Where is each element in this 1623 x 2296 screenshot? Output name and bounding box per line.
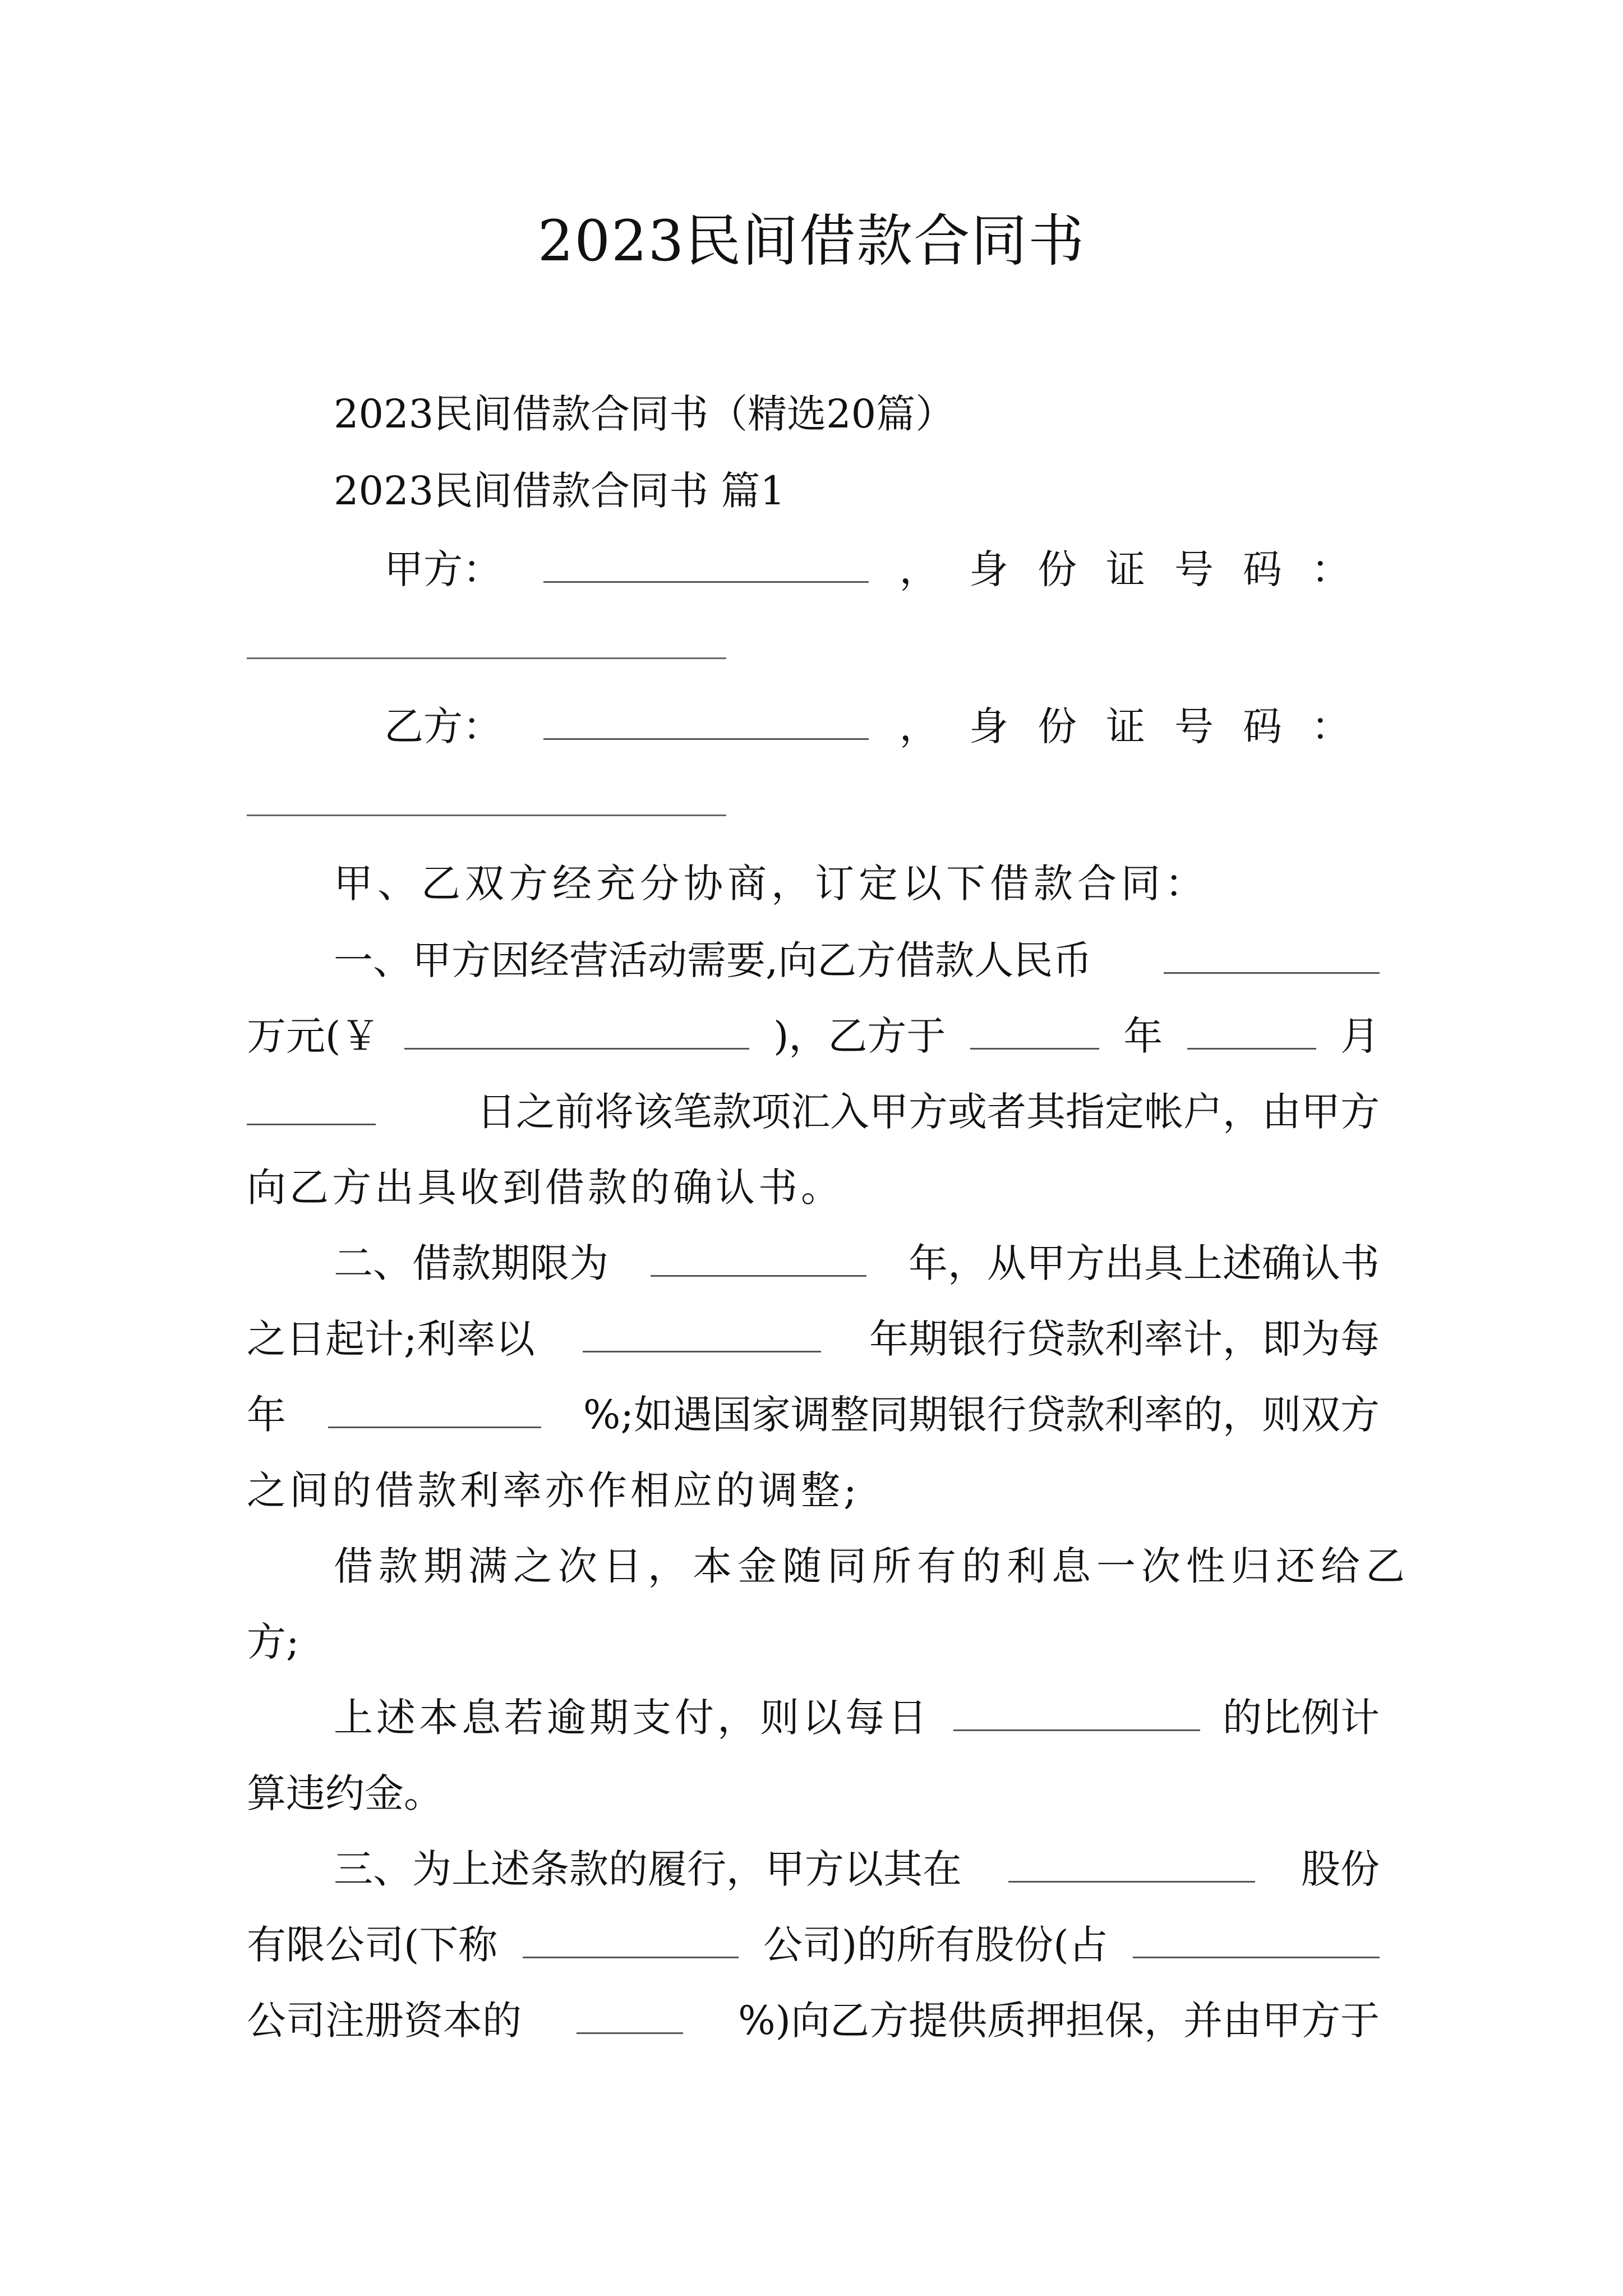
company-shares-text: 公司)的所有股份(占 [763, 1922, 1108, 1968]
clause-1-line-2 [247, 1008, 1380, 1064]
term-text: 二、借款期限为 [334, 1240, 608, 1286]
year-text: 年 [1123, 1013, 1163, 1059]
term-years-blank [651, 1238, 866, 1277]
party-b-id-blank [247, 815, 726, 816]
term-text-2: 年，从甲方出具上述确认书 [909, 1240, 1380, 1286]
rate-adjust-text: %;如遇国家调整同期银行贷款利率的，则双方 [583, 1392, 1380, 1438]
clause-1-text: 一、甲方因经营活动需要,向乙方借款人民币 [334, 937, 1092, 983]
party-a-name-blank [543, 544, 869, 583]
penalty-line-2: 算违约金。 [247, 1770, 443, 1816]
clause-2-line-2 [247, 1311, 1380, 1367]
penalty-text-2: 的比例计 [1223, 1695, 1380, 1741]
document-title: 2023民间借款合同书 [537, 208, 1086, 274]
shares-text: 股份 [1301, 1846, 1380, 1892]
share-percent-blank [577, 1995, 683, 2035]
clause-1-line-3 [247, 1084, 1380, 1140]
clause-1-text-3: 日之前将该笔款项汇入甲方或者其指定帐户，由甲方 [477, 1089, 1380, 1135]
subtitle: 2023民间借款合同书（精选20篇） [334, 391, 955, 437]
party-b-label: 乙方： [384, 703, 502, 749]
company-share-blank [1133, 1920, 1380, 1959]
annual-rate-blank [328, 1389, 541, 1429]
company-alias-blank [523, 1920, 739, 1959]
rate-text-2: 年期银行贷款利率计，即为每 [869, 1316, 1380, 1362]
rate-term-blank [583, 1314, 821, 1353]
month-text: 月 [1340, 1013, 1380, 1059]
party-b-separator: ， [899, 703, 939, 749]
repayment-line-2: 方; [247, 1619, 299, 1665]
party-b-row [334, 698, 1380, 754]
party-b-id-label: 身份证号码： [969, 703, 1380, 749]
rate-text: 之日起计;利率以 [247, 1316, 535, 1362]
intro-paragraph: 甲、乙双方经充分协商，订定以下借款合同： [334, 861, 1209, 907]
amount-figure-blank [404, 1011, 749, 1050]
daily-rate-blank [953, 1692, 1200, 1732]
guarantee-text: %)向乙方提供质押担保，并由甲方于 [738, 1998, 1380, 2044]
party-b-name-blank [543, 701, 869, 740]
party-a-id-blank [247, 657, 726, 659]
clause-3-line-2 [247, 1917, 1380, 1973]
amount-unit-text: 万元(￥ [247, 1013, 380, 1059]
party-a-separator: ， [899, 546, 939, 592]
section-heading: 2023民间借款合同书 篇1 [334, 468, 785, 514]
party-a-label: 甲方： [384, 546, 502, 592]
clause-1-line-1 [334, 932, 1380, 988]
repayment-line-1: 借款期满之次日，本金随同所有的利息一次性归还给乙 [334, 1543, 1410, 1589]
pledge-text: 三、为上述条款的履行，甲方以其在 [334, 1846, 962, 1892]
penalty-line-1 [334, 1690, 1380, 1746]
company-name-blank [1008, 1844, 1255, 1883]
clause-3-line-3 [247, 1993, 1380, 2049]
clause-2-line-1 [334, 1235, 1380, 1291]
penalty-text: 上述本息若逾期支付，则以每日 [334, 1695, 930, 1741]
clause-2-line-3 [247, 1387, 1380, 1443]
year-blank [970, 1011, 1099, 1050]
loan-amount-blank [1164, 935, 1380, 974]
company-text: 有限公司(下称 [247, 1922, 498, 1968]
month-blank [1187, 1011, 1316, 1050]
clause-1-line-4: 向乙方出具收到借款的确认书。 [247, 1165, 843, 1211]
clause-3-line-1 [334, 1841, 1380, 1897]
day-blank [247, 1087, 376, 1126]
party-a-row [334, 541, 1380, 597]
capital-text: 公司注册资本的 [247, 1998, 522, 2044]
clause-2-line-4: 之间的借款利率亦作相应的调整; [247, 1467, 860, 1513]
annual-text: 年 [247, 1392, 286, 1438]
party-a-id-label: 身份证号码： [969, 546, 1380, 592]
transfer-by-text: )，乙方于 [773, 1013, 946, 1059]
